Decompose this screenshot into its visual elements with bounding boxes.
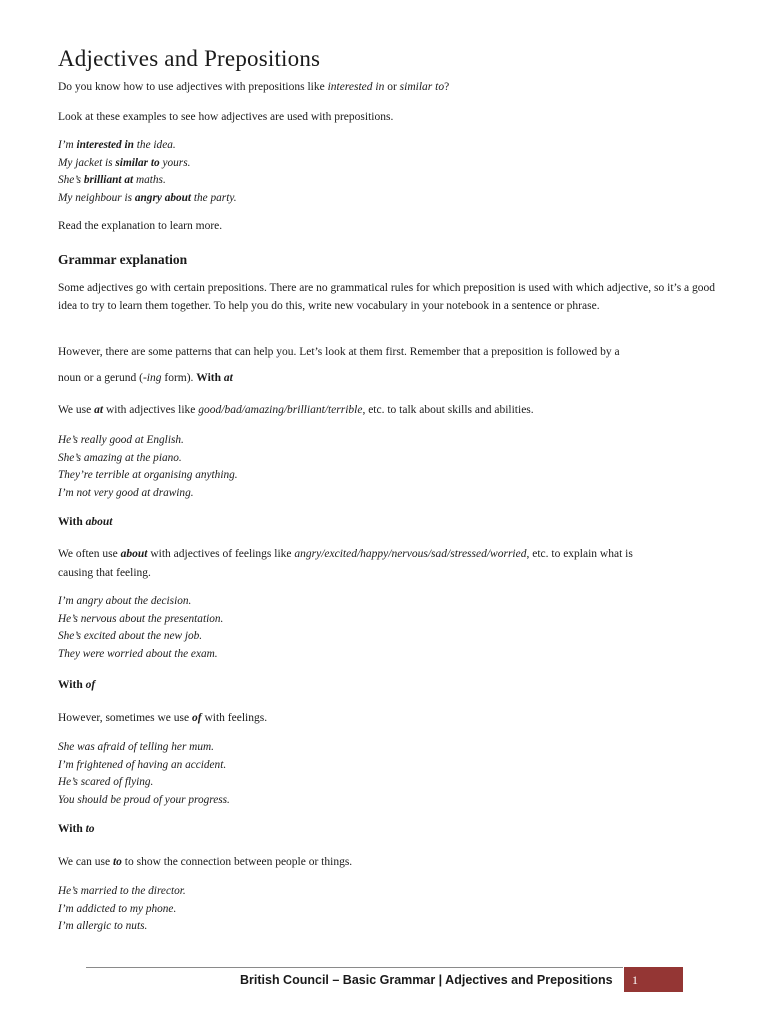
example-pre: My jacket is (58, 156, 116, 169)
example-line: He’s nervous about the presentation. (58, 612, 224, 625)
example-line (58, 137, 237, 155)
desc-adjectives: angry/excited/happy/nervous/sad/stressed/worried (294, 548, 527, 560)
example-line: I’m not very good at drawing. (58, 486, 194, 499)
of-examples (58, 739, 230, 809)
intro-example-interested-in: interested in (327, 81, 385, 93)
heading-with-about (58, 516, 112, 528)
grammar-heading: Grammar explanation (58, 252, 188, 267)
desc-prep: to (112, 856, 122, 868)
example-line: I’m addicted to my phone. (58, 902, 177, 915)
about-description-line2: causing that feeling. (58, 567, 151, 579)
example-line: She’s excited about the new job. (58, 630, 203, 642)
example-phrase: angry about (134, 191, 192, 204)
about-examples (58, 593, 223, 663)
desc-prep: of (192, 712, 202, 724)
desc-text: We often use (58, 548, 121, 560)
desc-prep: about (120, 548, 148, 560)
intro-examples (58, 137, 237, 207)
to-description (58, 855, 352, 870)
heading-prep: of (85, 679, 96, 691)
example-line: You should be proud of your progress. (58, 793, 230, 806)
intro-look: Look at these examples to see how adjectives are used with prepositions. (58, 111, 394, 123)
footer-divider (86, 967, 623, 968)
example-post: maths. (133, 174, 166, 186)
desc-text: However, sometimes we use (58, 712, 192, 724)
intro-question-text: Do you know how to use adjectives with prepositions like (58, 81, 328, 93)
intro-question-mark: ? (444, 81, 450, 93)
to-examples (58, 883, 186, 936)
heading-prep: at (223, 372, 233, 384)
patterns-text-end: form). (161, 372, 197, 384)
example-line: I’m allergic to nuts. (58, 920, 148, 932)
desc-text: with adjectives like (103, 404, 199, 416)
desc-text: with feelings. (201, 712, 268, 724)
desc-text: We use (58, 404, 95, 416)
heading-with-at (196, 372, 233, 384)
example-line: He’s scared of flying. (58, 776, 154, 788)
heading-with-to (58, 823, 95, 835)
desc-text: We can use (58, 856, 113, 868)
example-line: She was afraid of telling her mum. (58, 741, 214, 753)
heading-with-word: With (196, 372, 224, 384)
page-title: Adjectives and Prepositions (58, 46, 321, 71)
example-line (58, 155, 237, 173)
intro-example-similar-to: similar to (399, 81, 445, 93)
heading-with-word: With (58, 679, 86, 691)
desc-text: , etc. to talk about skills and abilities. (362, 404, 534, 416)
of-description (58, 711, 267, 726)
footer-text: British Council – Basic Grammar | Adjectives and Prepositions (240, 973, 613, 987)
about-description-line1 (58, 547, 633, 562)
example-phrase: brilliant at (83, 174, 134, 186)
patterns-paragraph-line2 (58, 371, 233, 386)
example-line: They were worried about the exam. (58, 647, 218, 660)
at-description (58, 403, 534, 418)
intro-question (58, 80, 449, 95)
example-line: I’m angry about the decision. (58, 595, 192, 607)
heading-with-word: With (58, 516, 86, 528)
example-pre: My neighbour is (58, 191, 135, 204)
patterns-ing: -ing (142, 372, 162, 384)
example-line: She’s amazing at the piano. (58, 451, 182, 464)
page-number-box (624, 967, 683, 992)
intro-question-or: or (384, 81, 400, 93)
at-examples (58, 432, 238, 502)
example-line: He’s married to the director. (58, 885, 186, 897)
page-number: 1 (632, 973, 638, 987)
grammar-paragraph: Some adjectives go with certain prepositions. There are no grammatical rules for which preposition is used with which adjective, so it’s a good idea to try to learn them together. To help you do this, write new vocabulary in your notebook in a sentence or phrase. (58, 282, 716, 312)
example-pre: She’s (58, 174, 84, 186)
desc-prep: at (94, 404, 104, 416)
example-phrase: similar to (115, 156, 160, 169)
heading-prep: to (85, 823, 95, 835)
example-phrase: interested in (76, 139, 134, 151)
heading-prep: about (85, 516, 113, 528)
patterns-paragraph-line1: However, there are some patterns that can help you. Let’s look at them first. Remember that a preposition is followed by a (58, 346, 620, 358)
desc-text: , etc. to explain what is (526, 548, 633, 560)
example-line: I’m frightened of having an accident. (58, 758, 227, 771)
example-post: the idea. (133, 139, 176, 151)
read-more: Read the explanation to learn more. (58, 220, 223, 232)
heading-with-word: With (58, 823, 86, 835)
desc-text: to show the connection between people or things. (121, 856, 353, 868)
desc-text: with adjectives of feelings like (147, 548, 295, 560)
example-line (58, 172, 237, 190)
example-post: yours. (159, 156, 191, 169)
example-line: They’re terrible at organising anything. (58, 469, 238, 481)
example-pre: I’m (58, 139, 77, 151)
example-line (58, 190, 237, 208)
example-line: He’s really good at English. (58, 434, 184, 446)
example-post: the party. (191, 191, 237, 204)
desc-adjectives: good/bad/amazing/brilliant/terrible (198, 404, 363, 416)
heading-with-of (58, 679, 95, 691)
patterns-text: noun or a gerund ( (58, 372, 143, 384)
